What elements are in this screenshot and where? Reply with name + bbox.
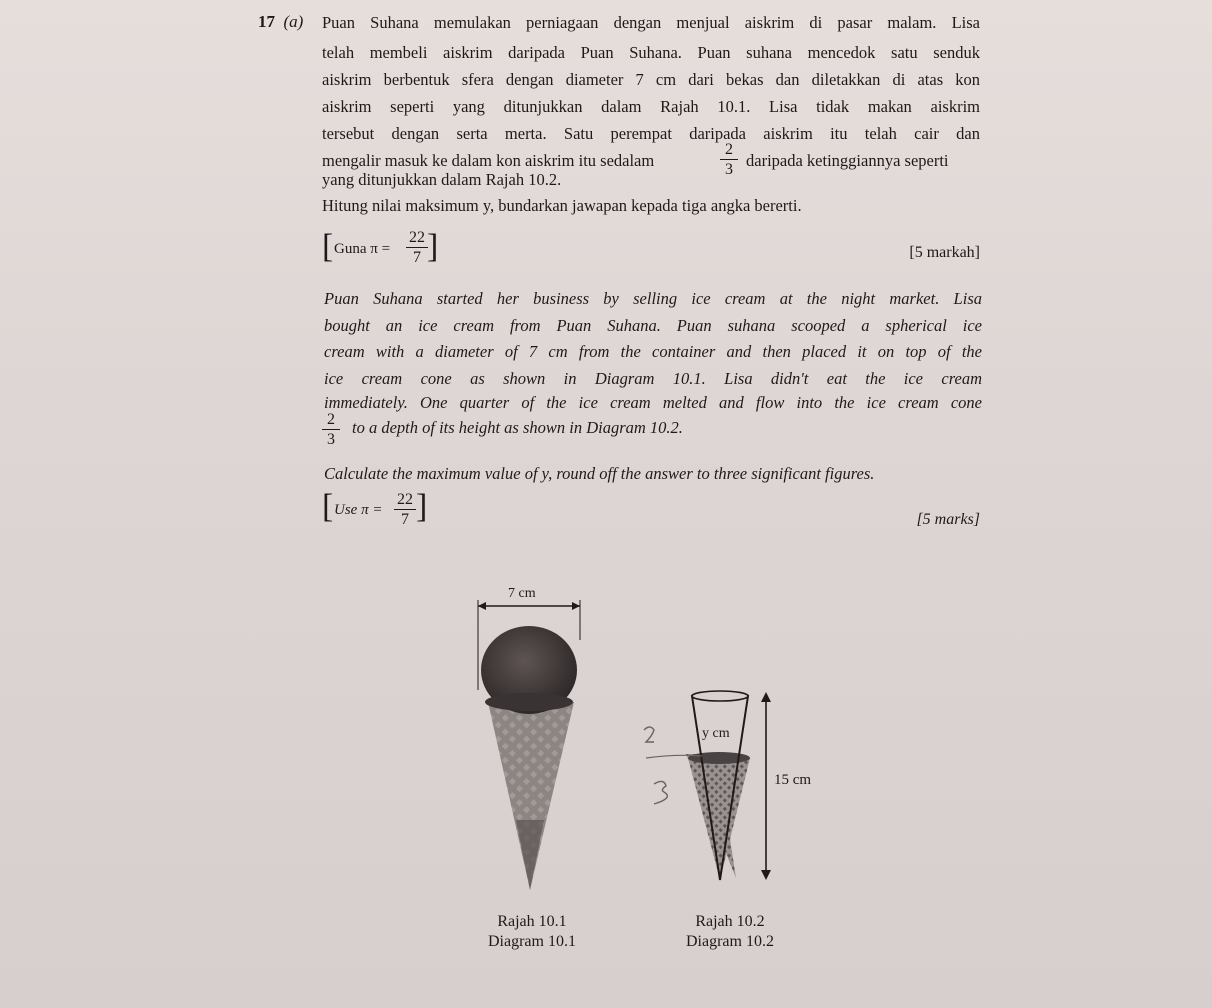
malay-line-7: yang ditunjukkan dalam Rajah 10.2. bbox=[322, 170, 562, 189]
handwritten-mark-2 bbox=[644, 727, 654, 742]
english-line-3: cream with a diameter of 7 cm from the container and then placed it on top of the bbox=[324, 342, 982, 361]
y-label: y cm bbox=[702, 726, 730, 741]
malay-pi-formula: [ Guna π = $\frac{22}{7}$ ] bbox=[322, 228, 439, 266]
caption-diagram-10-2-en: Diagram 10.2 bbox=[686, 933, 774, 950]
height-label: 15 cm bbox=[774, 772, 812, 788]
english-line-2: bought an ice cream from Puan Suhana. Puan suhana scooped a spherical ice bbox=[324, 316, 982, 335]
caption-diagram-10-1-en: Diagram 10.1 bbox=[488, 933, 576, 950]
english-pi-formula: [ Use π = $\frac{22}{7}$ ] bbox=[322, 488, 428, 528]
malay-line-1: Puan Suhana memulakan perniagaan dengan menjual aiskrim di pasar malam. Lisa bbox=[322, 13, 980, 32]
fraction-two-thirds-malay: $\frac{2}{3}$ bbox=[720, 142, 738, 178]
fraction-two-thirds-english: $\frac{2}{3}$ bbox=[322, 412, 340, 448]
caption-rajah-10-2: Rajah 10.2 bbox=[695, 913, 765, 930]
caption-diagram-10-1 bbox=[452, 912, 612, 952]
malay-line-2: telah membeli aiskrim daripada Puan Suhana. Puan suhana mencedok satu senduk bbox=[322, 43, 980, 62]
diagram-10-1 bbox=[470, 580, 590, 895]
caption-diagram-10-2 bbox=[650, 912, 810, 952]
melted-ice-cream bbox=[688, 758, 750, 880]
english-instruction: Calculate the maximum value of y, round off the answer to three significant figures. bbox=[324, 464, 875, 483]
diameter-label: 7 cm bbox=[508, 586, 536, 601]
english-line-4: ice cream cone as shown in Diagram 10.1. Lisa didn't eat the ice cream bbox=[324, 369, 982, 388]
malay-line-6b: daripada ketinggiannya seperti bbox=[746, 151, 949, 170]
malay-line-5: tersebut dengan serta merta. Satu perempat daripada aiskrim itu telah cair dan bbox=[322, 124, 980, 143]
malay-line-6: mengalir masuk ke dalam kon aiskrim itu sedalam bbox=[322, 151, 655, 170]
malay-marks: [5 markah] bbox=[909, 244, 980, 261]
malay-instruction: Hitung nilai maksimum y, bundarkan jawapan kepada tiga angka bererti. bbox=[322, 196, 802, 215]
malay-line-3: aiskrim berbentuk sfera dengan diameter 7 cm dari bekas dan diletakkan di atas kon bbox=[322, 70, 980, 89]
english-line-6: to a depth of its height as shown in Diagram 10.2. bbox=[352, 418, 683, 437]
question-number: 17 (a) bbox=[258, 12, 304, 31]
english-line-1: Puan Suhana started her business by selling ice cream at the night market. Lisa bbox=[324, 289, 982, 308]
caption-rajah-10-1: Rajah 10.1 bbox=[497, 913, 567, 930]
english-marks: [5 marks] bbox=[916, 511, 980, 528]
handwritten-mark-3 bbox=[654, 781, 667, 804]
malay-line-4: aiskrim seperti yang ditunjukkan dalam Rajah 10.1. Lisa tidak makan aiskrim bbox=[322, 97, 980, 116]
english-line-5: immediately. One quarter of the ice cream melted and flow into the ice cream cone bbox=[324, 393, 982, 412]
diagram-10-2 bbox=[640, 688, 820, 888]
